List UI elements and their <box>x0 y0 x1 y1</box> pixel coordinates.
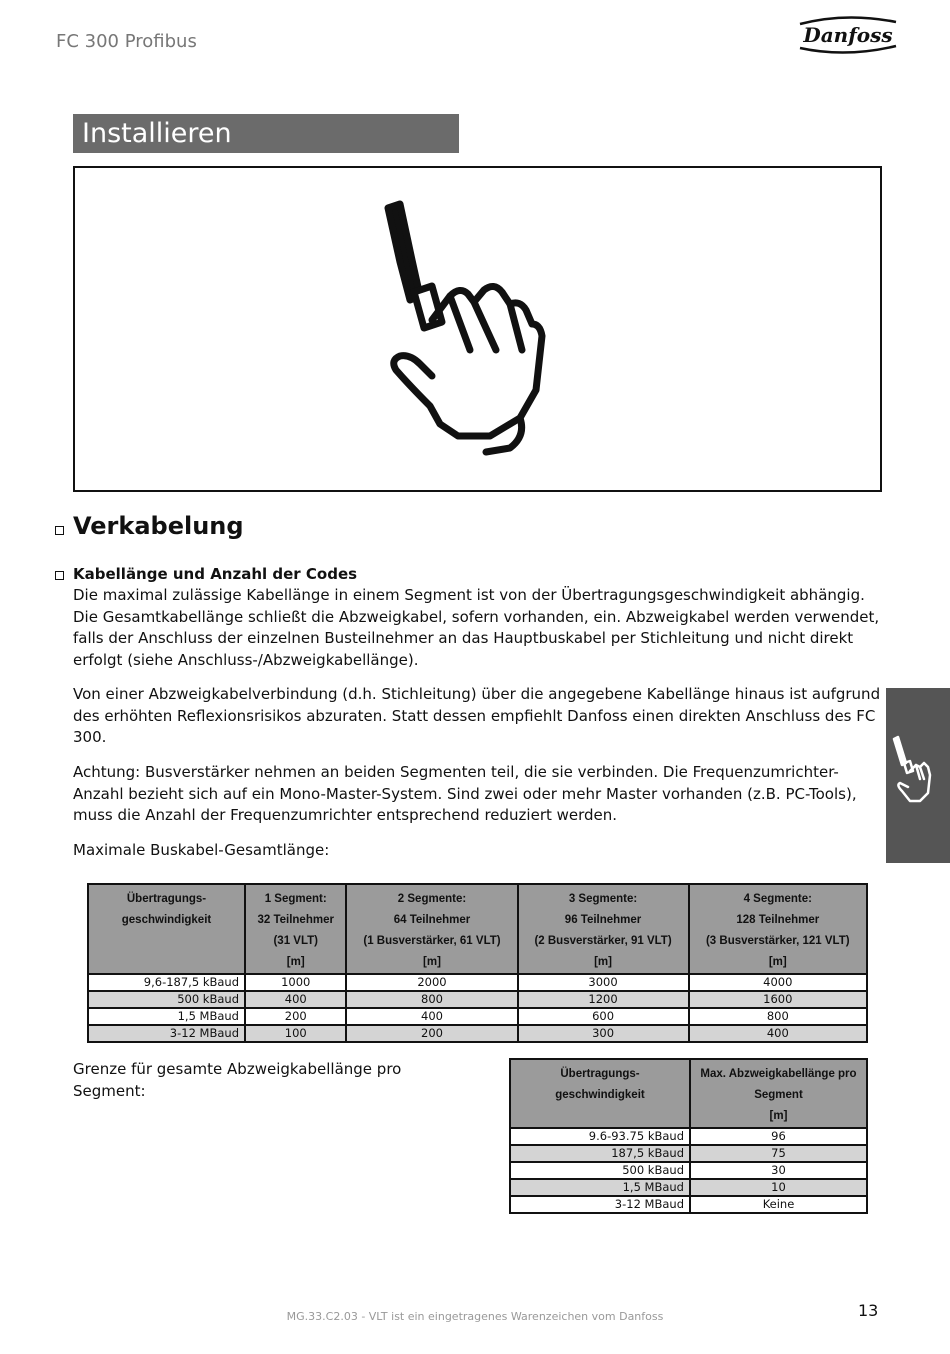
document-title: FC 300 Profibus <box>56 31 197 52</box>
table-row: 3-12 MBaud Keine <box>510 1196 867 1213</box>
bus-cable-length-table <box>87 883 868 1043</box>
table-row: 500 kBaud 30 <box>510 1162 867 1179</box>
header-2-segments: 2 Segmente: 64 Teilnehmer (1 Busverstärker, 61 VLT) [m] <box>346 884 517 974</box>
page-number: 13 <box>858 1301 879 1320</box>
sub-heading: Kabellänge und Anzahl der Codes <box>73 565 358 583</box>
header-1-segment: 1 Segment: 32 Teilnehmer (31 VLT) [m] <box>245 884 346 974</box>
page-footer: MG.33.C2.03 - VLT ist ein eingetragenes Warenzeichen vom Danfoss <box>286 1310 664 1323</box>
stub-cable-length-table <box>509 1058 868 1214</box>
header-max-stub-length: Max. Abzweigkabellänge pro Segment [m] <box>690 1059 867 1128</box>
bullet-square <box>55 526 64 535</box>
table-caption-max-length: Maximale Buskabel-Gesamtlänge: <box>73 841 330 859</box>
paragraph-stub-lines: Von einer Abzweigkabelverbindung (d.h. Stichleitung) über die angegebene Kabellänge hinaus ist aufgrund des erhöhten Reflexionsrisikos abzuraten. Statt dessen empfiehlt Danfoss einen direkten Anschluss des FC 300. <box>73 685 881 746</box>
screwdriver-hand-small-icon <box>890 735 936 815</box>
bullet-square <box>55 571 64 580</box>
table-row: 500 kBaud 400 800 1200 1600 <box>88 991 867 1008</box>
logo-text: Danfoss <box>803 23 893 47</box>
table-row: 187,5 kBaud 75 <box>510 1145 867 1162</box>
screwdriver-hand-icon <box>370 200 550 460</box>
section-heading: Verkabelung <box>73 512 244 540</box>
table-row: 3-12 MBaud 100 200 300 400 <box>88 1025 867 1042</box>
table-row: 1,5 MBaud 200 400 600 800 <box>88 1008 867 1025</box>
header-speed: Übertragungs- geschwindigkeit <box>88 884 245 974</box>
stub-length-caption: Grenze für gesamte Abzweigkabellänge pro Segment: <box>73 1060 402 1100</box>
paragraph-repeater-note: Achtung: Busverstärker nehmen an beiden Segmenten teil, die sie verbinden. Die Frequenzumrichter-Anzahl bezieht sich auf ein Mono-Master-System. Sind zwei oder mehr Master vorhanden (z.B. PC-Tools), muss die Anzahl der Frequenzumrichter entsprechend reduziert werden. <box>73 763 857 824</box>
table-row: 1,5 MBaud 10 <box>510 1179 867 1196</box>
header-speed: Übertragungs- geschwindigkeit <box>510 1059 690 1128</box>
table-row: 9.6-93.75 kBaud 96 <box>510 1128 867 1145</box>
header-3-segments: 3 Segmente: 96 Teilnehmer (2 Busverstärker, 91 VLT) [m] <box>518 884 689 974</box>
danfoss-logo <box>796 14 900 54</box>
section-title-bar: Installieren <box>73 114 459 153</box>
header-4-segments: 4 Segmente: 128 Teilnehmer (3 Busverstärker, 121 VLT) [m] <box>689 884 867 974</box>
table-row: 9,6-187,5 kBaud 1000 2000 3000 4000 <box>88 974 867 991</box>
paragraph-cable-length: Die maximal zulässige Kabellänge in einem Segment ist von der Übertragungsgeschwindigkeit abhängig. Die Gesamtkabellänge schließt die Abzweigkabel, sofern vorhanden, ein. Abzweigkabel werden verwendet, falls der Anschluss der einzelnen Busteilnehmer an das Hauptbuskabel per Stichleitung und nicht direkt erfolgt (siehe Anschluss-/Abzweigkabellänge). <box>73 586 880 669</box>
